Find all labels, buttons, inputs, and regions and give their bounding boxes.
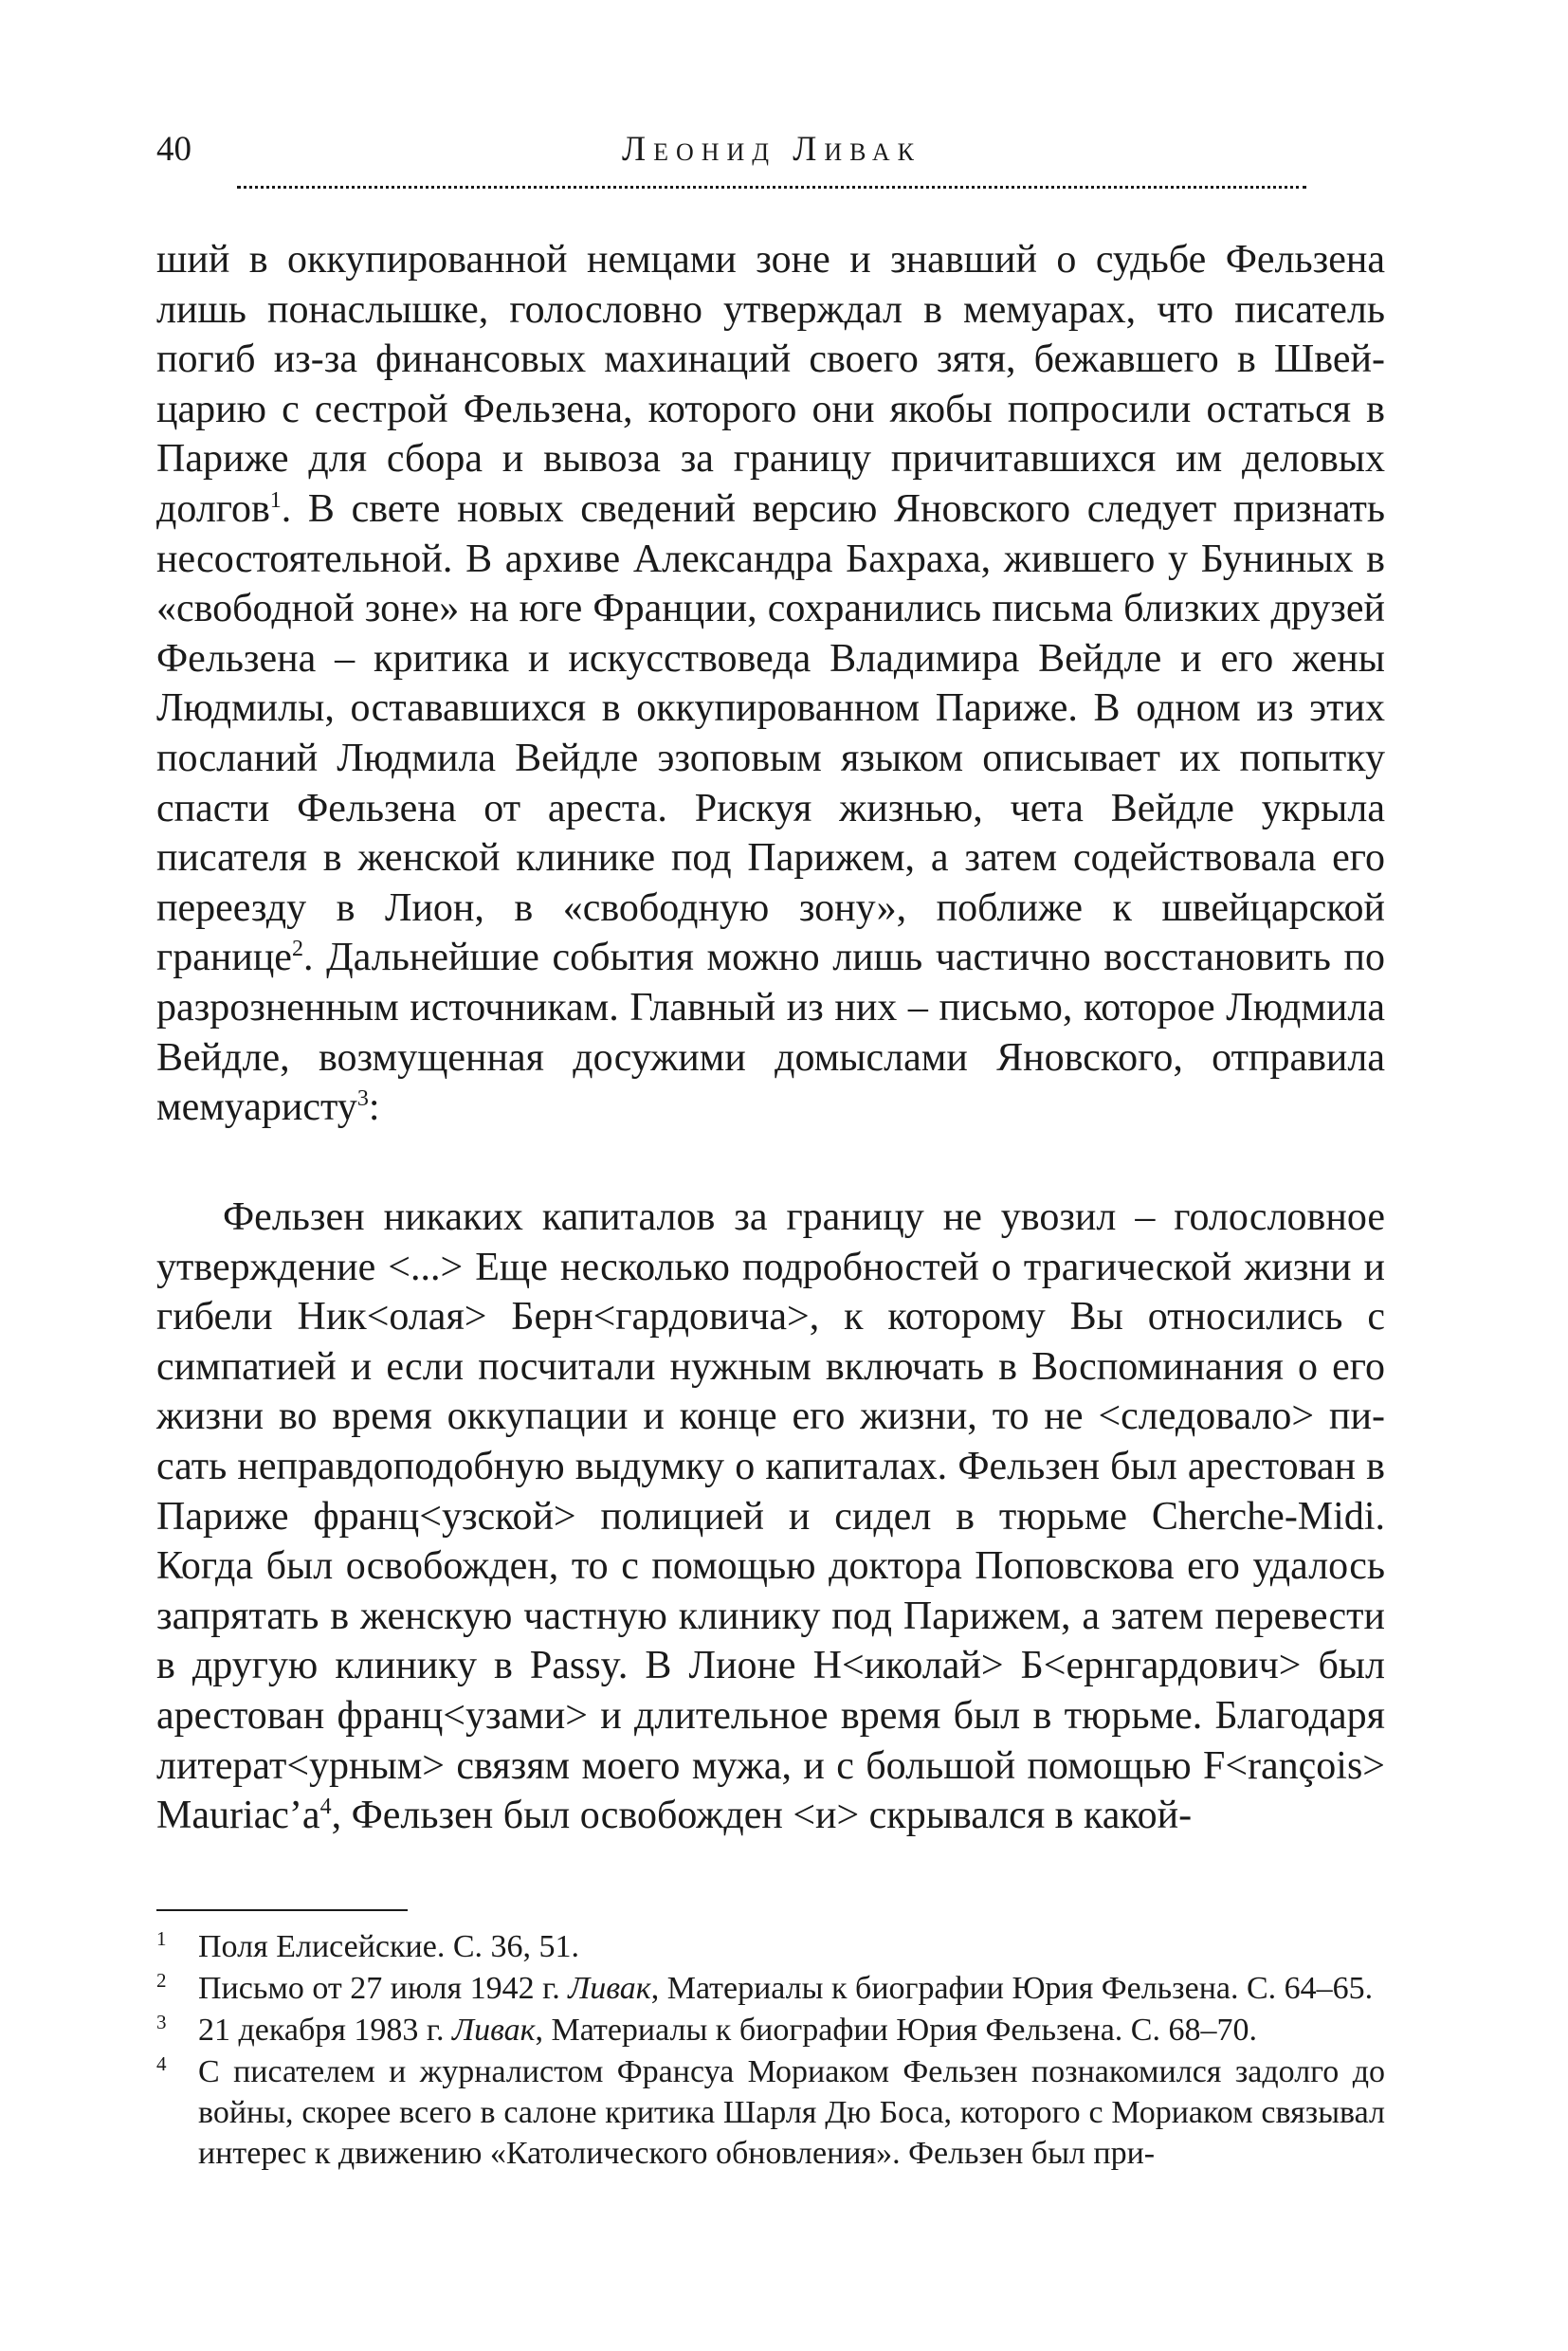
page-header (0, 0, 1568, 218)
footnote-3 (156, 2010, 1385, 2050)
footnote-2 (156, 1968, 1385, 2009)
footnote-number: 4 (156, 2052, 167, 2075)
footnote-text: Поля Елисейские. С. 36, 51. (198, 1929, 580, 1964)
footnote-ref-4[interactable]: 4 (319, 1795, 332, 1820)
footnote-ref-1[interactable]: 1 (269, 487, 282, 513)
text-run: . В свете новых сведений версию Яновского следует признать несостоятельной. В архиве Александра Бахраха, жившего у Буниных в «свободной зоне» на юге Франции, сохранились письма близких друзей Фельзена – критика и искусствоведа Владимира Вейдле и его жены Людмилы, остававшихся в оккупированном Париже. В одном из этих посланий Людмила Вейдле эзоповым языком описывает их попытку спасти Фельзена от ареста. Рискуя жизнью, чета Вейдле укрыла писателя в женской клинике под Парижем, а затем содействовала его переезду в Лион, в «свободную зону», поближе к швейцарской границе (156, 486, 1385, 980)
footnote-text: С писателем и журналистом Франсуа Мориаком Фельзен познакомился задолго до войны, скорее всего в салоне критика Шарля Дю Боса, которого с Мориаком связывал интерес к движению «Католического обновления». Фельзен был при- (198, 2054, 1385, 2171)
paragraph-1 (156, 235, 1385, 1133)
text-run: 21 декабря 1983 г. (198, 2013, 453, 2048)
header-dotted-rule (237, 186, 1306, 189)
footnote-text (198, 1971, 1373, 2006)
footnotes (156, 1926, 1385, 2175)
author-name: Ливак (568, 1971, 651, 2006)
footnote-number: 1 (156, 1927, 167, 1950)
footnote-ref-3[interactable]: 3 (356, 1086, 369, 1112)
text-run: Фельзен никаких капиталов за границу не увозил – голословное утверждение <...> Еще несколько подробностей о трагической жизни и гибели Ник<олая> Берн<гардовича>, к которому Вы относились с симпатией и если посчитали нужным включать в Воспоминания о его жизни во время оккупации и конце его жизни, то не <следовало> писать неправдоподобную выдумку о капиталах. Фельзен был арестован в Париже франц<узской> полицией и сидел в тюрьме Cherche-Midi. Когда был освобожден, то с помощью доктора Поповскова его удалось запрятать в женскую частную клинику под Парижем, а затем перевести в другую клинику в Passy. В Лионе Н<иколай> Б<ернгардович> был арестован франц<узами> и длительное время был в тюрьме. Благодаря литерат<урным> связям моего мужа, и с большой помощью F<rançois> Mauriac’a (156, 1195, 1385, 1838)
text-run: , Фельзен был освобожден <и> скрывался в какой- (331, 1794, 1193, 1838)
text-run: ший в оккупированной немцами зоне и знавший о судьбе Фельзена лишь понаслышке, голословно утверждал в мемуарах, что писатель погиб из-за финансовых махинаций своего зятя, бежавшего в Швейцарию с сестрой Фельзена, которого они якобы попросили остаться в Париже для сбора и вывоза за границу причитавшихся им деловых долгов (156, 238, 1385, 531)
footnote-1 (156, 1926, 1385, 1967)
footnote-ref-2[interactable]: 2 (291, 937, 303, 962)
text-run: . Дальнейшие события можно лишь частично восстановить по разрозненным источникам. Главный из них – письмо, которое Людмила Вейдле, возмущенная досужими домыслами Яновского, отправила мемуаристу (156, 936, 1385, 1130)
block-quote (156, 1193, 1385, 1841)
footnote-separator (156, 1909, 408, 1911)
footnote-number: 2 (156, 1969, 167, 1992)
text-run: , Материалы к биографии Юрия Фельзена. С. 64–65. (650, 1971, 1374, 2006)
author-name: Ливак (452, 2013, 536, 2048)
page-number: 40 (156, 130, 191, 169)
body-paragraph (156, 235, 1385, 1133)
footnote-text (198, 2013, 1257, 2048)
quote-paragraph (156, 1193, 1385, 1841)
running-head: Леонид Ливак (622, 130, 921, 169)
text-run: : (368, 1085, 380, 1130)
footnote-number: 3 (156, 2011, 167, 2033)
text-run: Письмо от 27 июля 1942 г. (198, 1971, 569, 2006)
footnote-4 (156, 2051, 1385, 2174)
text-run: , Материалы к биографии Юрия Фельзена. С. 68–70. (535, 2013, 1257, 2048)
